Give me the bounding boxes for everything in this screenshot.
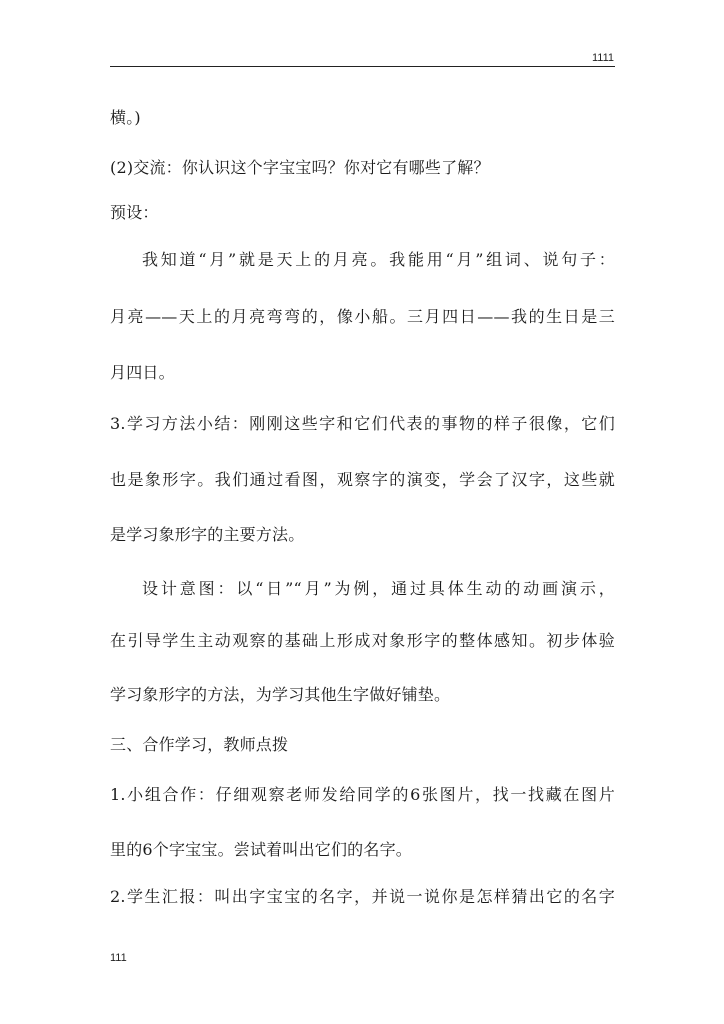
page-header-number: 1111 — [591, 52, 614, 64]
text-line-11: 在引导学生主动观察的基础上形成对象形字的整体感知。初步体验 — [110, 631, 615, 650]
text-line-8: 也是象形字。我们通过看图，观察字的演变，学会了汉字，这些就 — [110, 470, 615, 489]
text-line-1: 横。) — [110, 108, 141, 127]
text-line-6: 月四日。 — [110, 363, 175, 382]
header-rule — [110, 66, 615, 67]
text-line-5: 月亮——天上的月亮弯弯的，像小船。三月四日——我的生日是三 — [110, 307, 615, 326]
text-line-15: 里的6个字宝宝。尝试着叫出它们的名字。 — [110, 840, 412, 859]
text-line-3: 预设： — [110, 203, 159, 222]
text-line-14: 1.小组合作：仔细观察老师发给同学的6张图片，找一找藏在图片 — [110, 785, 615, 804]
page-footer-number: 111 — [110, 952, 127, 964]
text-line-10: 设计意图：以“日”“月”为例，通过具体生动的动画演示， — [142, 579, 615, 598]
text-line-7: 3.学习方法小结：刚刚这些字和它们代表的事物的样子很像，它们 — [110, 414, 615, 433]
text-line-2: (2)交流：你认识这个字宝宝吗？你对它有哪些了解？ — [110, 158, 490, 177]
text-line-9: 是学习象形字的主要方法。 — [110, 525, 305, 544]
section-heading: 三、合作学习，教师点拨 — [110, 735, 289, 754]
text-line-16: 2.学生汇报：叫出字宝宝的名字，并说一说你是怎样猜出它的名字 — [110, 887, 615, 906]
text-line-4: 我知道“月”就是天上的月亮。我能用“月”组词、说句子： — [142, 250, 615, 269]
text-line-12: 学习象形字的方法，为学习其他生字做好铺垫。 — [110, 685, 451, 704]
